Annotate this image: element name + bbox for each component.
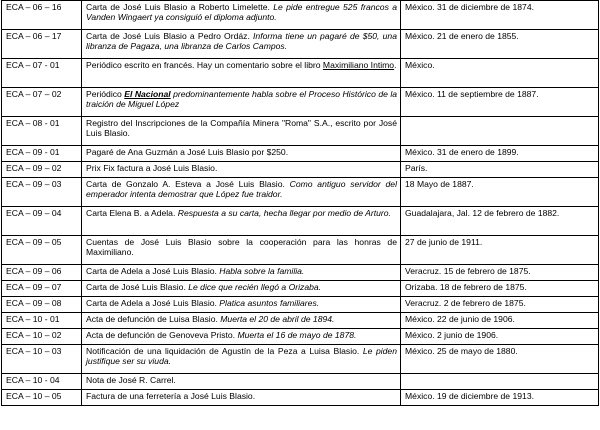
description-cell — [82, 265, 401, 281]
table-row — [2, 30, 599, 59]
table-row — [2, 88, 599, 117]
reference-code: ECA – 07 - 01 — [2, 59, 82, 88]
summary-note: Respuesta a su carta, hecha llegar por medio de Arturo. — [177, 208, 391, 218]
table-row — [2, 313, 599, 329]
description-text: Periódico escrito en francés. Hay un comentario sobre el libro — [86, 60, 323, 70]
book-title: Maximiliano Intimo — [322, 60, 395, 70]
table-row — [2, 390, 599, 406]
catalog-body — [2, 1, 599, 406]
description-cell — [82, 146, 401, 162]
description-cell — [82, 1, 401, 30]
table-row — [2, 236, 599, 265]
description-text: Carta de Gonzalo A. Esteva a José Luis Blasio. — [86, 179, 290, 189]
table-row — [2, 1, 599, 30]
summary-note: Le piden justifique ser su viuda. — [86, 346, 397, 367]
description-text: Carta de José Luis Blasio. — [86, 282, 189, 292]
reference-code: ECA – 09 – 03 — [2, 178, 82, 207]
table-row — [2, 117, 599, 146]
reference-code: ECA – 07 – 02 — [2, 88, 82, 117]
summary-note: Muerta el 16 de mayo de 1878. — [237, 330, 357, 340]
summary-note: Informa tiene un pagaré de $50, una libranza de Pagaza, una libranza de Carlos Campos. — [86, 31, 397, 52]
place-date: 27 de junio de 1911. — [401, 236, 599, 265]
description-text: Prix Fix factura a José Luis Blasio. — [86, 163, 218, 173]
reference-code: ECA – 10 - 04 — [2, 374, 82, 390]
catalog-table — [1, 0, 599, 406]
description-cell — [82, 207, 401, 236]
reference-code: ECA – 09 – 02 — [2, 162, 82, 178]
table-row — [2, 297, 599, 313]
place-date: Veracruz. 15 de febrero de 1875. — [401, 265, 599, 281]
description-text: Carta de José Luis Blasio a Pedro Ordáz. — [86, 31, 254, 41]
reference-code: ECA – 09 – 08 — [2, 297, 82, 313]
place-date: París. — [401, 162, 599, 178]
place-date: 18 Mayo de 1887. — [401, 178, 599, 207]
place-date — [401, 374, 599, 390]
reference-code: ECA – 09 – 06 — [2, 265, 82, 281]
place-date: México. 31 de diciembre de 1874. — [401, 1, 599, 30]
table-row — [2, 329, 599, 345]
place-date: México. 25 de mayo de 1880. — [401, 345, 599, 374]
summary-note: predominantemente habla sobre el Proceso Histórico de la traición de Miguel López — [86, 89, 398, 110]
place-date: México. 11 de septiembre de 1887. — [401, 88, 599, 117]
place-date: México. 2 junio de 1906. — [401, 329, 599, 345]
reference-code: ECA – 10 - 01 — [2, 313, 82, 329]
description-cell — [82, 236, 401, 265]
description-text: Nota de José R. Carrel. — [86, 375, 176, 385]
reference-code: ECA – 08 - 01 — [2, 117, 82, 146]
place-date: México. 22 de junio de 1906. — [401, 313, 599, 329]
table-row — [2, 281, 599, 297]
description-text: Carta de Adela a José Luis Blasio. — [86, 266, 220, 276]
place-date: México. — [401, 59, 599, 88]
summary-note: Le dice que recién llegó a Orizaba. — [188, 282, 322, 292]
description-text: Pagaré de Ana Guzmán a José Luis Blasio por $250. — [86, 147, 289, 157]
description-cell — [82, 281, 401, 297]
description-cell — [82, 178, 401, 207]
reference-code: ECA – 06 – 17 — [2, 30, 82, 59]
description-cell — [82, 313, 401, 329]
description-text: Notificación de una liquidación de Agustín de la Peza a Luisa Blasio. — [86, 346, 363, 356]
reference-code: ECA – 09 – 04 — [2, 207, 82, 236]
description-cell — [82, 88, 401, 117]
description-text: Factura de una ferretería a José Luis Blasio. — [86, 391, 256, 401]
description-cell — [82, 297, 401, 313]
table-row — [2, 162, 599, 178]
description-cell — [82, 345, 401, 374]
description-cell — [82, 329, 401, 345]
place-date: México. 21 de enero de 1855. — [401, 30, 599, 59]
summary-note: Como antiguo servidor del emperador intenta demostrar que López fue traidor. — [86, 179, 397, 200]
description-text: Carta Elena B. a Adela. — [86, 208, 178, 218]
description-text: Carta de Adela a José Luis Blasio. — [86, 298, 220, 308]
description-text: Acta de defunción de Luisa Blasio. — [86, 314, 221, 324]
summary-note: Platica asuntos familiares. — [219, 298, 320, 308]
table-row — [2, 374, 599, 390]
description-cell — [82, 374, 401, 390]
description-cell — [82, 390, 401, 406]
description-text: Registro del Inscripciones de la Compañía Minera "Roma" S.A., escrito por José Luis Blasio. — [86, 118, 397, 139]
description-cell — [82, 117, 401, 146]
reference-code: ECA – 10 – 03 — [2, 345, 82, 374]
description-cell — [82, 30, 401, 59]
description-cell — [82, 59, 401, 88]
reference-code: ECA – 09 - 01 — [2, 146, 82, 162]
place-date: Guadalajara, Jal. 12 de febrero de 1882. — [401, 207, 599, 236]
description-text: Periódico — [86, 89, 125, 99]
description-text: Cuentas de José Luis Blasio sobre la cooperación para las honras de Maximiliano. — [86, 237, 397, 258]
reference-code: ECA – 09 – 05 — [2, 236, 82, 265]
table-row — [2, 265, 599, 281]
place-date: México. 19 de diciembre de 1913. — [401, 390, 599, 406]
table-row — [2, 345, 599, 374]
table-row — [2, 178, 599, 207]
place-date: Orizaba. 18 de febrero de 1875. — [401, 281, 599, 297]
summary-note: Le pide entregue 525 francos a Vanden Wingaert ya consiguió el diploma adjunto. — [86, 2, 397, 23]
place-date — [401, 117, 599, 146]
summary-note: Habla sobre la familia. — [219, 266, 305, 276]
description-cell — [82, 162, 401, 178]
place-date: Veracruz. 2 de febrero de 1875. — [401, 297, 599, 313]
table-row — [2, 207, 599, 236]
description-text: Carta de José Luis Blasio a Roberto Limelette. — [86, 2, 274, 12]
reference-code: ECA – 10 – 05 — [2, 390, 82, 406]
reference-code: ECA – 09 – 07 — [2, 281, 82, 297]
summary-note: Muerta el 20 de abril de 1894. — [220, 314, 335, 324]
table-row — [2, 59, 599, 88]
description-text-tail: . — [394, 60, 397, 70]
table-row — [2, 146, 599, 162]
publication-title: El Nacional — [124, 89, 171, 99]
reference-code: ECA – 10 – 02 — [2, 329, 82, 345]
description-text: Acta de defunción de Genoveva Pristo. — [86, 330, 238, 340]
place-date: México. 31 de enero de 1899. — [401, 146, 599, 162]
reference-code: ECA – 06 – 16 — [2, 1, 82, 30]
